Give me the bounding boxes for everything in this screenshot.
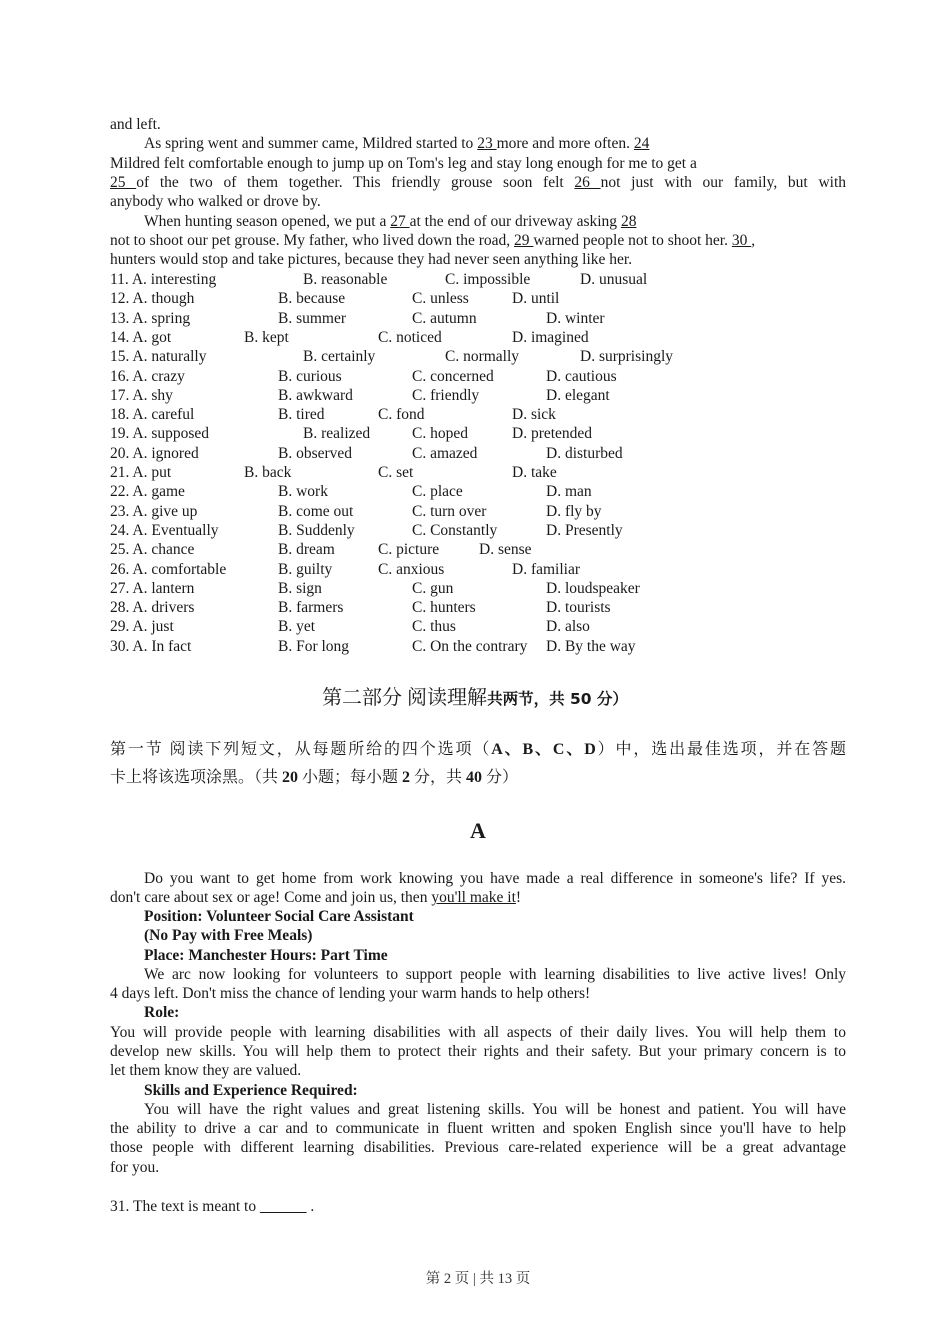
passage-line: anybody who walked or drove by.	[110, 193, 321, 210]
question-stem: 31. The text is meant to	[110, 1198, 260, 1215]
passage-text: more and more often.	[496, 135, 634, 152]
blank-24: 24	[633, 135, 650, 152]
section-title-main: 第二部分 阅读理解	[322, 687, 488, 709]
blank-28: 28	[620, 213, 637, 230]
option-text: A. though	[132, 290, 195, 308]
option-text: A. naturally	[132, 348, 207, 366]
option-a	[110, 463, 171, 482]
option-d: D. fly by	[546, 502, 602, 520]
option-a	[110, 309, 190, 328]
option-c: C. friendly	[412, 386, 480, 404]
instr-text: 第一节 阅读下列短文，从每题所给的四个选项（	[110, 741, 492, 758]
option-a	[110, 328, 171, 347]
passage-line: those people with different learning disabilities. Previous care-related experience will be a great advantage	[110, 1139, 846, 1156]
question-number: 26.	[110, 560, 130, 578]
option-c: C. noticed	[378, 328, 442, 346]
option-a	[110, 270, 216, 289]
role-heading: Role:	[144, 1004, 180, 1021]
option-a	[110, 482, 185, 501]
question-number: 13.	[110, 309, 130, 327]
option-b: B. because	[278, 290, 346, 308]
question-number: 27.	[110, 579, 130, 597]
passage-line	[110, 173, 846, 192]
question-number: 24.	[110, 521, 130, 539]
question-number: 19.	[110, 425, 130, 443]
option-b: B. curious	[278, 367, 342, 385]
option-d: D. disturbed	[546, 444, 623, 462]
option-c: C. unless	[412, 290, 469, 308]
skills-heading: Skills and Experience Required:	[144, 1082, 358, 1099]
option-a	[110, 540, 194, 559]
option-c: C. concerned	[412, 367, 494, 385]
section-title-sub: 共两节，共 50 分）	[487, 690, 628, 708]
question-number: 29.	[110, 618, 130, 636]
passage-text: at the end of our driveway asking	[409, 213, 621, 230]
option-c: C. thus	[412, 618, 456, 636]
question-number: 23.	[110, 502, 130, 520]
passage-line	[110, 888, 846, 907]
option-a	[110, 617, 174, 636]
option-d: D. also	[546, 618, 590, 636]
passage-line: and left.	[110, 116, 161, 133]
blank-25: 25	[110, 174, 137, 191]
option-d: D. pretended	[512, 425, 593, 443]
pay-heading: (No Pay with Free Meals)	[144, 927, 313, 944]
blank-23: 23	[477, 135, 497, 152]
option-d: D. loudspeaker	[546, 579, 640, 597]
option-d: D. sick	[512, 406, 556, 424]
passage-text: As spring went and summer came, Mildred started to	[144, 135, 478, 152]
option-text: A. careful	[132, 406, 195, 424]
option-a	[110, 637, 191, 656]
option-a	[110, 444, 199, 463]
option-d: D. sense	[479, 541, 532, 559]
question-number: 17.	[110, 386, 130, 404]
option-d: D. imagined	[512, 328, 589, 346]
option-b: B. dream	[278, 541, 335, 559]
option-text: A. Eventually	[132, 521, 219, 539]
option-b: B. reasonable	[303, 271, 388, 288]
passage-line	[110, 231, 846, 250]
question-31	[110, 1197, 846, 1216]
section-instructions	[110, 736, 846, 792]
option-a	[110, 598, 194, 617]
question-number: 20.	[110, 444, 130, 462]
option-d: D. Presently	[546, 521, 623, 539]
passage-line: Mildred felt comfortable enough to jump up on Tom's leg and stay long enough for me to get a	[110, 155, 697, 172]
option-text: A. got	[132, 328, 172, 346]
option-b: B. sign	[278, 579, 322, 597]
option-b: B. guilty	[278, 560, 333, 578]
option-text: A. chance	[132, 541, 195, 559]
option-c: C. Constantly	[412, 521, 498, 539]
option-c: C. turn over	[412, 502, 487, 520]
page-footer: 第 2 页 | 共 13 页	[425, 1271, 531, 1287]
passage-text: not just with our family, but with	[600, 174, 846, 191]
option-d: D. familiar	[512, 560, 581, 578]
passage-line: 4 days left. Don't miss the chance of lending your warm hands to help others!	[110, 985, 591, 1002]
passage-line: hunters would stop and take pictures, because they had never seen anything like her.	[110, 251, 633, 268]
option-text: A. spring	[132, 309, 191, 327]
passage-line: You will have the right values and great listening skills. You will be honest and patient. You will have	[144, 1101, 846, 1118]
option-c: C. hoped	[412, 425, 468, 443]
option-text: A. crazy	[132, 367, 185, 385]
option-d: D. unusual	[580, 271, 648, 288]
blank-27: 27	[390, 213, 410, 230]
option-text: A. supposed	[132, 425, 210, 443]
option-a	[110, 367, 185, 386]
instr-text: ）中，选出最佳选项，并在答题	[595, 741, 846, 758]
position-heading: Position: Volunteer Social Care Assistant	[144, 908, 414, 925]
option-b: B. realized	[303, 425, 371, 443]
passage-line: We arc now looking for volunteers to support people with learning disabilities to live active lives! Only	[144, 966, 846, 983]
question-number: 12.	[110, 290, 130, 308]
option-d: D. surprisingly	[580, 348, 673, 366]
passage-line: let them know they are valued.	[110, 1062, 302, 1079]
option-a	[110, 521, 219, 540]
underlined-phrase: you'll make it	[431, 889, 516, 906]
option-c: C. autumn	[412, 309, 477, 327]
option-c: C. On the contrary	[412, 637, 528, 655]
instr-text: 小题；每小题	[298, 769, 403, 786]
option-c: C. place	[412, 483, 463, 501]
option-b: B. yet	[278, 618, 316, 636]
option-text: A. just	[132, 618, 174, 636]
option-d: D. By the way	[546, 637, 636, 655]
passage-text: not to shoot our pet grouse. My father, who lived down the road,	[110, 232, 515, 249]
question-number: 25.	[110, 541, 130, 559]
option-b: B. kept	[244, 328, 289, 346]
option-a	[110, 347, 206, 366]
option-a	[110, 424, 209, 443]
option-text: A. put	[132, 464, 172, 481]
passage-line	[110, 134, 846, 153]
option-c: C. amazed	[412, 444, 478, 462]
option-a	[110, 405, 194, 424]
passage-text: ,	[751, 232, 756, 249]
instructions-line-1	[110, 736, 846, 764]
option-c: C. picture	[378, 541, 440, 559]
question-number: 16.	[110, 367, 130, 385]
option-c: C. set	[378, 464, 414, 481]
option-c: C. impossible	[445, 271, 531, 288]
option-c: C. anxious	[378, 560, 445, 578]
option-d: D. cautious	[546, 367, 617, 385]
passage-line: You will provide people with learning disabilities with all aspects of their daily lives. You will help them to	[110, 1024, 846, 1041]
option-b: B. come out	[278, 502, 354, 520]
option-text: A. interesting	[131, 271, 217, 288]
option-c: C. hunters	[412, 599, 476, 617]
option-text: A. lantern	[132, 579, 195, 597]
blank-26: 26	[574, 174, 601, 191]
option-b: B. farmers	[278, 599, 344, 617]
option-c: C. gun	[412, 579, 454, 597]
passage-text: !	[515, 889, 522, 906]
passage-text: warned people not to shoot her.	[533, 232, 732, 249]
answer-blank: ______	[259, 1198, 307, 1215]
instr-options: A、B、C、D	[491, 741, 596, 758]
option-text: A. give up	[132, 502, 198, 520]
option-b: B. Suddenly	[278, 521, 355, 539]
passage-text: When hunting season opened, we put a	[144, 213, 391, 230]
option-c: C. normally	[445, 348, 520, 366]
option-text: A. In fact	[132, 637, 192, 655]
option-d: D. until	[512, 290, 560, 308]
instr-text: 卡上将该选项涂黑。（共	[110, 769, 283, 786]
instr-text: 分）	[482, 769, 519, 786]
option-d: D. man	[546, 483, 592, 501]
question-end: .	[306, 1198, 315, 1215]
option-b: B. certainly	[303, 348, 376, 366]
instructions-line-2	[110, 764, 846, 792]
option-a	[110, 502, 197, 521]
question-number: 30.	[110, 637, 130, 655]
option-b: B. back	[244, 464, 292, 481]
passage-line	[110, 212, 846, 231]
option-a	[110, 579, 194, 598]
question-number: 21.	[110, 464, 130, 481]
option-text: A. drivers	[132, 599, 195, 617]
passage-line: the ability to drive a car and to communicate in fluent written and spoken English since you'll have to help	[110, 1120, 846, 1137]
passage-text: don't care about sex or age! Come and join us, then	[110, 889, 432, 906]
option-text: A. ignored	[132, 444, 199, 462]
section-title	[0, 681, 950, 710]
passage-line: Do you want to get home from work knowing you have made a real difference in someone's life? If yes.	[144, 870, 846, 887]
option-a	[110, 560, 226, 579]
question-number: 15.	[110, 348, 130, 366]
passage-line: for you.	[110, 1159, 160, 1176]
option-c: C. fond	[378, 406, 425, 424]
instr-points-total: 40	[466, 769, 483, 786]
place-heading: Place: Manchester Hours: Part Time	[144, 947, 388, 964]
option-d: D. tourists	[546, 599, 611, 617]
option-b: B. observed	[278, 444, 353, 462]
blank-29: 29	[514, 232, 534, 249]
option-d: D. elegant	[546, 386, 610, 404]
question-number: 14.	[110, 328, 130, 346]
option-a	[110, 386, 173, 405]
option-d: D. take	[512, 464, 557, 481]
question-number: 11.	[110, 271, 129, 288]
question-number: 18.	[110, 406, 130, 424]
question-number: 22.	[110, 483, 130, 501]
option-d: D. winter	[546, 309, 605, 327]
instr-count: 20	[282, 769, 299, 786]
option-text: A. shy	[132, 386, 173, 404]
option-b: B. work	[278, 483, 328, 501]
blank-30: 30	[731, 232, 752, 249]
passage-text: of the two of them together. This friendly grouse soon felt	[136, 174, 575, 191]
instr-points-each: 2	[402, 769, 411, 786]
passage-line: develop new skills. You will help them to protect their rights and their safety. But your primary concern is to	[110, 1043, 846, 1060]
option-text: A. comfortable	[132, 560, 227, 578]
option-a	[110, 289, 194, 308]
passage-label: A	[470, 818, 486, 843]
option-b: B. awkward	[278, 386, 353, 404]
instr-text: 分，共	[410, 769, 467, 786]
question-number: 28.	[110, 599, 130, 617]
option-text: A. game	[132, 483, 185, 501]
option-b: B. tired	[278, 406, 325, 424]
option-b: B. For long	[278, 637, 350, 655]
option-b: B. summer	[278, 309, 347, 327]
